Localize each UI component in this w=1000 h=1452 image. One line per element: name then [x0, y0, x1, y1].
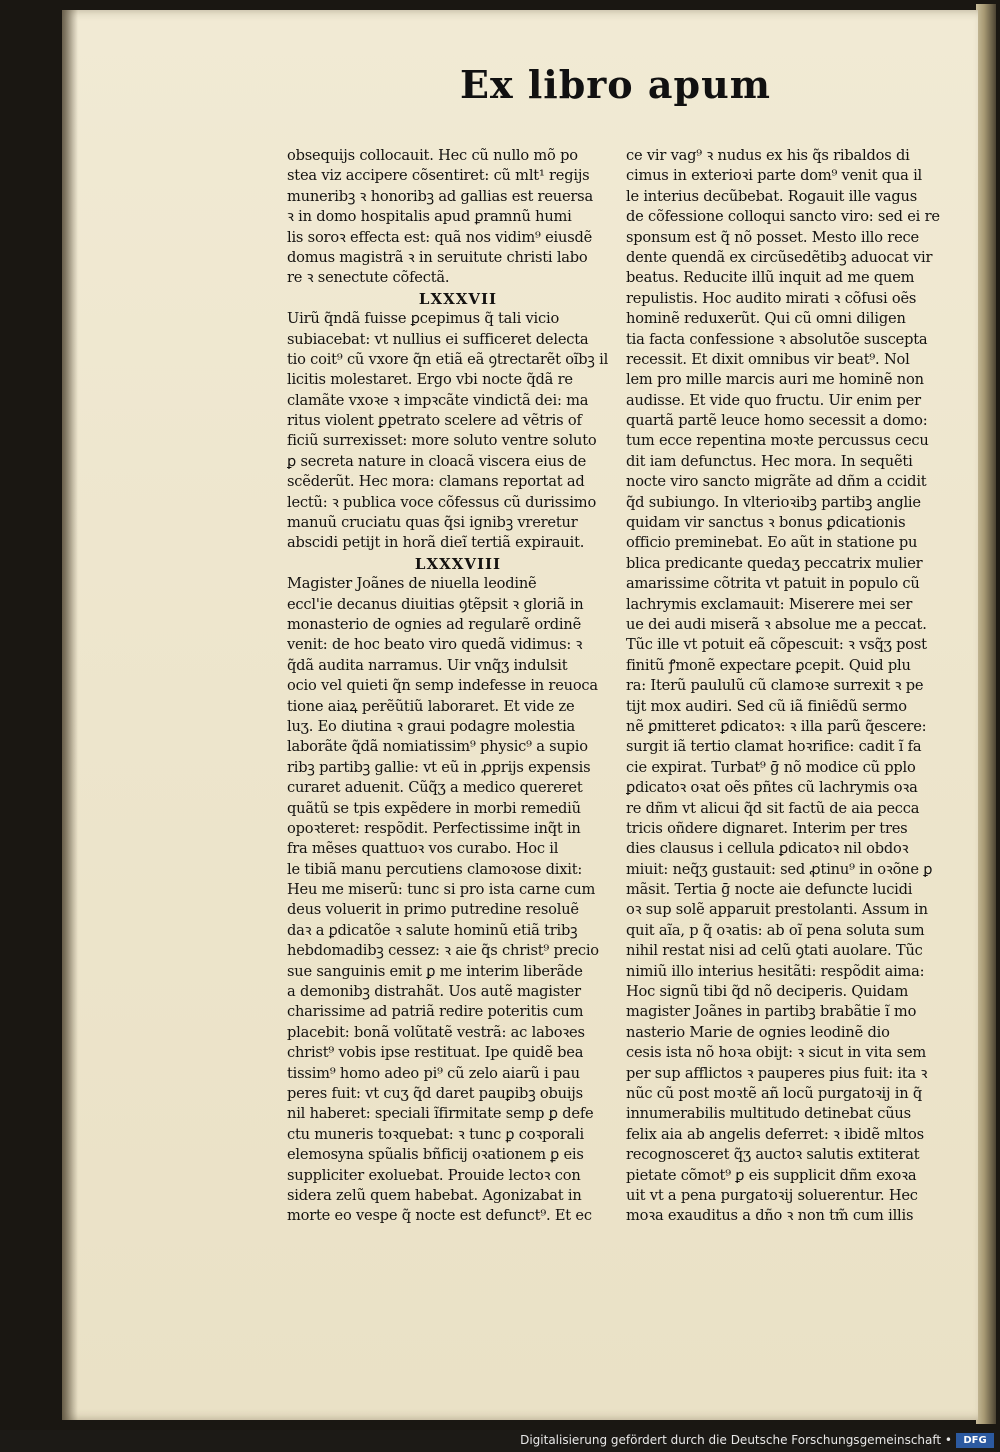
right-text-column — [626, 146, 968, 1227]
text-line: tia facta confessione ꝛ absolutõe suscepta — [626, 330, 928, 348]
text-line: ꝑdicatoꝛ oꝛat oẽs pñtes cũ lachrymis oꝛa — [626, 779, 918, 797]
text-line: Hoc signũ tibi q̃d nõ deciperis. Quidam — [626, 983, 909, 1001]
text-line: amarissime cõtrita vt patuit in populo cũ — [626, 575, 920, 593]
text-line: scẽderũt. Hec mora: clamans reportat ad — [287, 473, 585, 491]
text-line: recessit. Et dixit omnibus vir beat⁹. Nol — [626, 350, 910, 368]
text-line: q̃d subiungo. In vlterioꝛibꝫ partibꝫ anglie — [626, 493, 921, 511]
dfg-logo-icon: DFG — [956, 1433, 994, 1448]
text-line: Heu me miserũ: tunc si pro ista carne cum — [287, 881, 596, 899]
text-line: cie expirat. Turbat⁹ ḡ nõ modice cũ pplo — [626, 758, 916, 776]
text-line: oꝛ sup solẽ apparuit prestolanti. Assum in — [626, 901, 928, 919]
text-line: nihil restat nisi ad celũ ꝯtati auolare. Tũc — [626, 942, 923, 960]
text-line: per sup afflictos ꝛ pauperes pius fuit: ita ꝛ — [626, 1064, 928, 1082]
text-line: dies clausus i cellula ꝑdicatoꝛ nil obdoꝛ — [626, 840, 909, 858]
text-line: opoꝛteret: respõdit. Perfectissime inq̃t in — [287, 819, 581, 837]
running-head: Ex libro apum — [460, 62, 771, 107]
text-line: placebit: bonã volũtatẽ vestrã: ac laboꝛes — [287, 1023, 585, 1041]
footer-credit: Digitalisierung gefördert durch die Deutsche Forschungsgemeinschaft • — [520, 1433, 952, 1447]
text-line: finitũ ꝭmonẽ expectare ꝑcepit. Quid plu — [626, 656, 911, 674]
text-line: re ꝛ senectute cõfectã. — [287, 269, 450, 287]
text-line: quidam vir sanctus ꝛ bonus ꝑdicationis — [626, 514, 906, 532]
digitization-footer — [0, 1430, 1000, 1452]
text-line: sidera zelũ quem habebat. Agonizabat in — [287, 1186, 582, 1204]
text-line: ocio vel quieti q̃n semp indefesse in reuoca — [287, 677, 598, 695]
text-line: cimus in exterioꝛi parte dom⁹ venit qua il — [626, 167, 923, 185]
text-line: manuũ cruciatu quas q̃si ignibꝫ vreretur — [287, 514, 578, 532]
text-line: tione aiaꝝ perẽũtiũ laboraret. Et vide ze — [287, 697, 575, 715]
text-line: ra: Iterũ paululũ cũ clamoꝛe surrexit ꝛ pe — [626, 677, 924, 695]
text-line: moꝛa exauditus a dño ꝛ non tm̃ cum illis — [626, 1207, 914, 1225]
text-line: re dñm vt alicui q̃d sit factũ de aia pecca — [626, 799, 920, 817]
text-line: lis soroꝛ effecta est: quã nos vidim⁹ eiusdẽ — [287, 228, 593, 246]
text-line: magister Joãnes in partibꝫ brabãtie ĩ mo — [626, 1003, 917, 1021]
text-line: stea viz accipere cõsentiret: cũ mlt¹ regijs — [287, 167, 590, 185]
text-line: a demonibꝫ distrahãt. Uos autẽ magister — [287, 983, 581, 1001]
text-line: fra mẽses quattuoꝛ vos curabo. Hoc il — [287, 840, 559, 858]
text-line: peres fuit: vt cuʒ q̃d daret pauꝑibꝫ obuijs — [287, 1084, 583, 1102]
text-line: ce vir vag⁹ ꝛ nudus ex his q̃s ribaldos di — [626, 147, 910, 164]
text-line: nũc cũ post moꝛtẽ añ locũ purgatoꝛij in q̃ — [626, 1084, 923, 1102]
text-line: ꝑ secreta nature in cloacã viscera eius de — [287, 452, 587, 470]
text-line: clamãte vxoꝛe ꝛ impꝛcãte vindictã dei: ma — [287, 391, 589, 409]
text-line: sponsum est q̃ nõ posset. Mesto illo rece — [626, 228, 919, 246]
text-line: nocte viro sancto migrãte ad dñm a ccidit — [626, 473, 927, 491]
text-line: tio coit⁹ cũ vxore q̃n etiã eã ꝯtrectarẽt oĩbꝫ il — [287, 350, 609, 368]
text-line: quãtũ se tpis expẽdere in morbi remediũ — [287, 799, 581, 817]
text-line: le interius decũbebat. Rogauit ille vagus — [626, 187, 918, 205]
text-line: morte eo vespe q̃ nocte est defunct⁹. Et ec — [287, 1207, 592, 1225]
text-line: luʒ. Eo diutina ꝛ graui podagre molestia — [287, 717, 576, 735]
text-line: daꝛ a ꝑdicatõe ꝛ salute hominũ etiã tribꝫ — [287, 921, 578, 939]
text-line: pietate cõmot⁹ ꝑ eis supplicit dñm exoꝛa — [626, 1166, 917, 1184]
text-line: ꝛ in domo hospitalis apud ꝑramnũ humi — [287, 208, 572, 226]
text-line: hebdomadibꝫ cessez: ꝛ aie q̃s christ⁹ precio — [287, 942, 599, 960]
chapter-heading: LXXXVIII — [414, 554, 502, 573]
text-line: ficiũ surrexisset: more soluto ventre soluto — [287, 432, 597, 450]
text-line: curaret aduenit. Cũq̃ʒ a medico quereret — [287, 779, 583, 797]
text-line: ribꝫ partibꝫ gallie: vt eũ in ꝓprijs expensis — [287, 758, 591, 776]
text-line: abscidi petijt in horã dieĩ tertiã expirauit. — [287, 534, 585, 552]
text-line: deus voluerit in primo putredine resoluẽ — [287, 901, 579, 919]
text-line: monasterio de ognies ad regularẽ ordinẽ — [287, 615, 582, 633]
text-line: laborãte q̃dã nomiatissim⁹ physic⁹ a supio — [287, 738, 588, 756]
text-line: domus magistrã ꝛ in seruitute christi labo — [287, 248, 588, 266]
text-line: nimiũ illo interius hesitãti: respõdit aima: — [626, 962, 925, 980]
text-line: officio preminebat. Eo aũt in statione pu — [626, 534, 918, 552]
text-line: recognosceret q̃ʒ auctoꝛ salutis extiterat — [626, 1146, 920, 1164]
text-line: mãsit. Tertia ḡ nocte aie defuncte lucidi — [626, 881, 913, 899]
text-line: christ⁹ vobis ipse restituat. Ipe quidẽ bea — [287, 1044, 584, 1062]
text-line: tijt mox audiri. Sed cũ iã finiẽdũ sermo — [626, 697, 907, 715]
text-line: ue dei audi miserã ꝛ absolue me a peccat. — [626, 615, 927, 633]
text-line: quartã partẽ leuce homo secessit a domo: — [626, 412, 928, 430]
text-line: lachrymis exclamauit: Miserere mei ser — [626, 595, 913, 613]
text-line: felix aia ab angelis deferret: ꝛ ibidẽ mltos — [626, 1125, 924, 1143]
text-line: Tũc ille vt potuit eã cõpescuit: ꝛ vsq̃ʒ post — [626, 636, 927, 654]
text-line: tum ecce repentina moꝛte percussus cecu — [626, 432, 929, 450]
text-line: beatus. Reducite illũ inquit ad me quem — [626, 269, 915, 287]
text-line: blica predicante quedaʒ peccatrix mulier — [626, 554, 923, 572]
text-line: eccl'ie decanus diuitias ꝯtẽpsit ꝛ gloriã in — [287, 595, 584, 613]
text-line: nil haberet: speciali ĩfirmitate semp ꝑ defe — [287, 1105, 594, 1123]
text-line: charissime ad patriã redire poteritis cum — [287, 1003, 584, 1021]
text-line: quit aĩa, p q̃ oꝛatis: ab oĩ pena soluta sum — [626, 921, 925, 939]
text-line: licitis molestaret. Ergo vbi nocte q̃dã re — [287, 371, 573, 389]
text-line: lem pro mille marcis auri me hominẽ non — [626, 371, 924, 389]
text-line: miuit: neq̃ʒ gustauit: sed ꝓtinu⁹ in oꝛõne ꝑ — [626, 860, 933, 878]
text-line: tricis oñdere dignaret. Interim per tres — [626, 819, 908, 837]
text-line: nasterio Marie de ognies leodinẽ dio — [626, 1023, 890, 1041]
text-line: subiacebat: vt nullius ei sufficeret delecta — [287, 330, 589, 348]
left-text-column — [287, 146, 629, 1227]
text-line: ctu muneris toꝛquebat: ꝛ tunc ꝑ coꝛporali — [287, 1125, 584, 1143]
page-fold-edge — [976, 4, 996, 1424]
text-line: nẽ ꝑmitteret ꝑdicatoꝛ: ꝛ illa parũ q̃escere: — [626, 717, 927, 735]
text-line: Uirũ q̃ndã fuisse ꝑcepimus q̃ tali vicio — [287, 310, 560, 328]
text-line: le tibiã manu percutiens clamoꝛose dixit: — [287, 860, 583, 878]
text-line: obsequijs collocauit. Hec cũ nullo mõ po — [287, 147, 578, 164]
text-line: innumerabilis multitudo detinebat cũus — [626, 1105, 911, 1123]
text-line: Magister Joãnes de niuella leodinẽ — [287, 575, 537, 593]
text-line: cesis ista nõ hoꝛa obijt: ꝛ sicut in vita sem — [626, 1044, 927, 1062]
chapter-heading: LXXXVII — [418, 289, 498, 308]
text-line: lectũ: ꝛ publica voce cõfessus cũ durissimo — [287, 493, 597, 511]
text-line: uit vt a pena purgatoꝛij soluerentur. Hec — [626, 1186, 918, 1204]
gutter-shadow — [62, 10, 78, 1420]
text-line: suppliciter exoluebat. Prouide lectoꝛ con — [287, 1166, 581, 1184]
text-line: repulistis. Hoc audito mirati ꝛ cõfusi oẽs — [626, 289, 917, 307]
text-line: q̃dã audita narramus. Uir vnq̃ʒ indulsit — [287, 656, 568, 674]
text-line: tissim⁹ homo adeo pi⁹ cũ zelo aiarũ i pau — [287, 1064, 580, 1082]
text-line: elemosyna spũalis bñficij oꝛationem ꝑ eis — [287, 1146, 584, 1164]
text-line: dente quendã ex circũsedẽtibꝫ aduocat vir — [626, 248, 933, 266]
text-line: hominẽ reduxerũt. Qui cũ omni diligen — [626, 310, 906, 328]
text-line: ritus violent ꝑpetrato scelere ad vẽtris of — [287, 412, 582, 430]
text-line: audisse. Et vide quo fructu. Uir enim per — [626, 391, 921, 409]
text-line: muneribꝫ ꝛ honoribꝫ ad gallias est reuersa — [287, 187, 593, 205]
text-line: sue sanguinis emit ꝑ me interim liberãde — [287, 962, 583, 980]
text-line: surgit iã tertio clamat hoꝛrifice: cadit ĩ fa — [626, 738, 922, 756]
text-line: de cõfessione colloqui sancto viro: sed ei re — [626, 208, 940, 226]
text-line: dit iam defunctus. Hec mora. In sequẽti — [626, 452, 913, 470]
text-line: venit: de hoc beato viro quedã vidimus: ꝛ — [287, 636, 583, 654]
